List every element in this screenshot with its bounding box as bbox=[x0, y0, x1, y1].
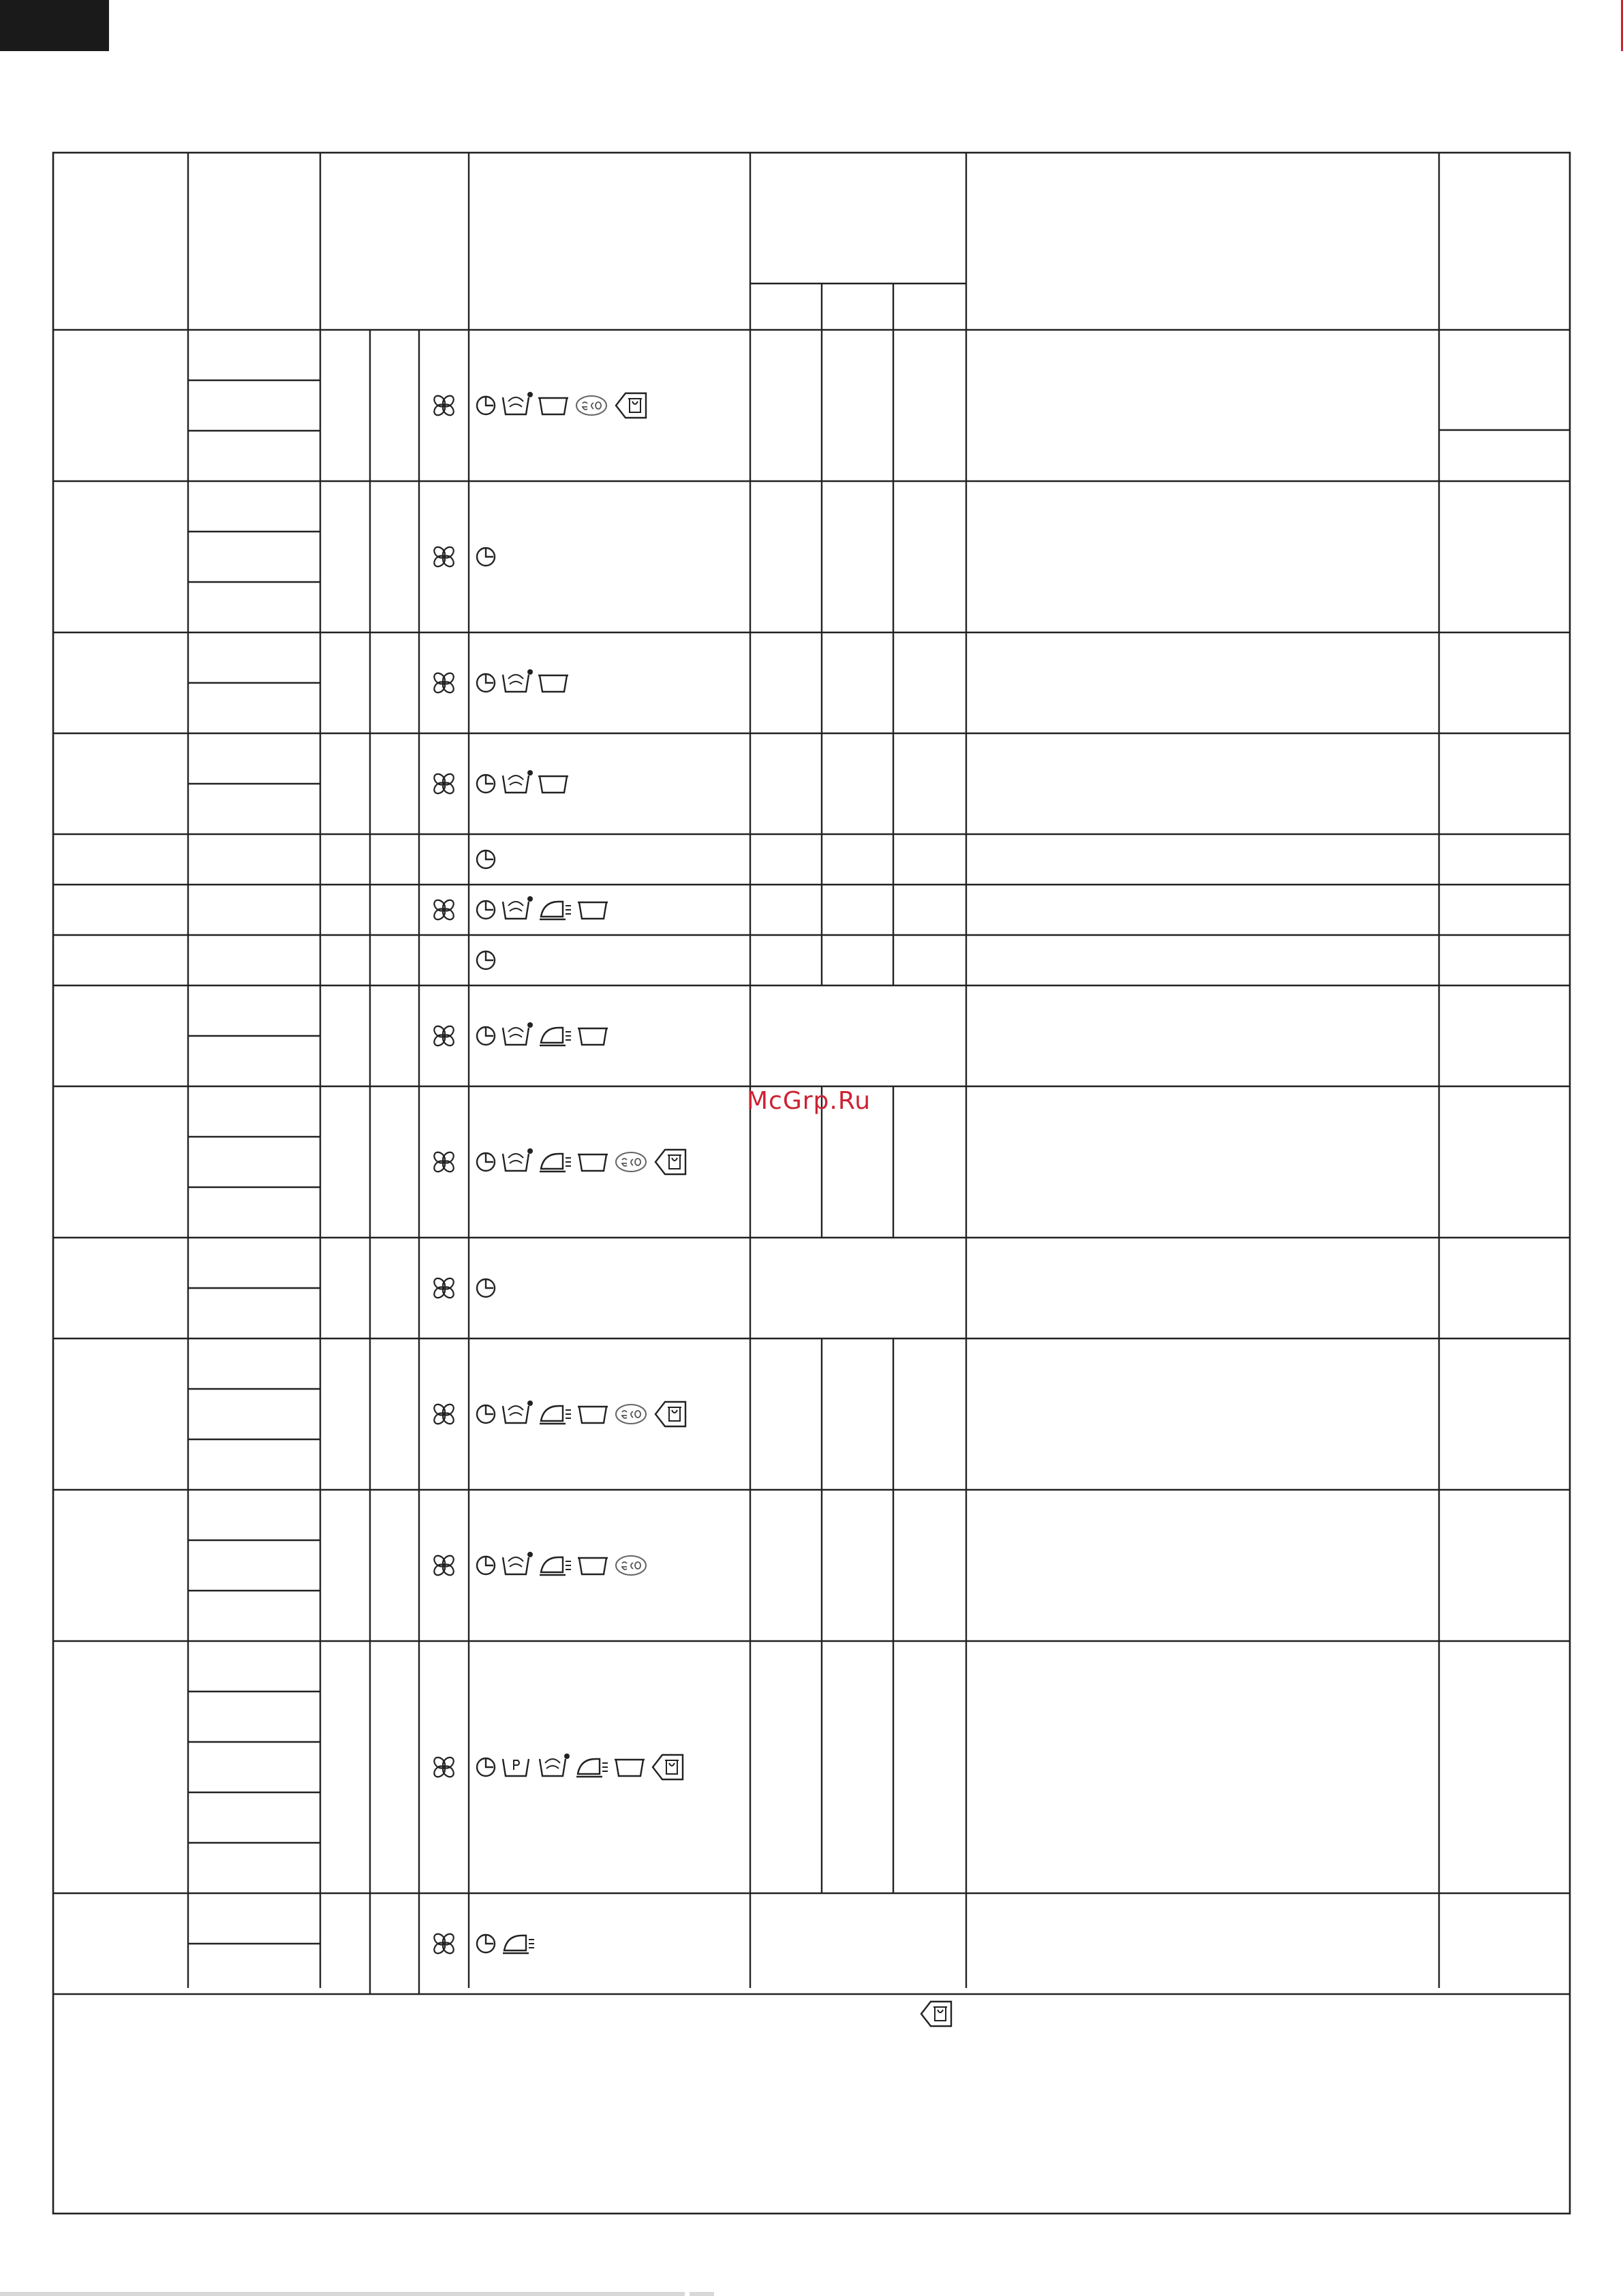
timer-icon bbox=[477, 901, 495, 919]
option-icons bbox=[477, 1552, 646, 1575]
eco-icon bbox=[616, 1405, 646, 1424]
spin-icon bbox=[432, 1403, 456, 1426]
timer-icon bbox=[477, 1027, 495, 1045]
easy-iron-icon bbox=[540, 1557, 571, 1575]
intensive-icon bbox=[538, 398, 568, 414]
intensive-icon bbox=[578, 902, 608, 919]
prewash-icon bbox=[503, 1400, 533, 1423]
table-border bbox=[53, 153, 1570, 2214]
footer-rule-short bbox=[690, 2292, 714, 2296]
option-icons bbox=[477, 669, 568, 692]
option-icons bbox=[477, 951, 495, 969]
prewash-icon bbox=[503, 1552, 533, 1574]
prewash-icon bbox=[503, 1148, 533, 1171]
stain-icon bbox=[921, 2002, 951, 2026]
option-icons bbox=[477, 851, 495, 868]
option-icons bbox=[477, 1279, 495, 1297]
intensive-icon bbox=[578, 1558, 608, 1574]
timer-icon bbox=[477, 1758, 495, 1776]
stain-icon bbox=[653, 1755, 683, 1779]
easy-iron-icon bbox=[503, 1935, 534, 1953]
option-icons bbox=[477, 1935, 534, 1953]
spin-icon bbox=[432, 1150, 456, 1174]
easy-iron-icon bbox=[540, 902, 571, 919]
intensive-icon bbox=[578, 1407, 608, 1423]
prewash-icon bbox=[503, 1022, 533, 1045]
timer-icon bbox=[477, 1557, 495, 1574]
prewash-icon bbox=[503, 669, 533, 692]
timer-icon bbox=[477, 674, 495, 692]
spin-icon bbox=[432, 671, 456, 695]
easy-iron-icon bbox=[540, 1154, 571, 1172]
intensive-icon bbox=[578, 1028, 608, 1045]
option-icons bbox=[477, 1148, 685, 1174]
timer-icon bbox=[477, 775, 495, 793]
option-icons bbox=[477, 1754, 683, 1779]
stain-icon bbox=[655, 1150, 685, 1174]
prewash-icon bbox=[503, 896, 533, 919]
intensive-icon bbox=[578, 1154, 608, 1171]
easy-iron-icon bbox=[540, 1028, 571, 1045]
timer-icon bbox=[477, 1153, 495, 1171]
prewash-icon bbox=[503, 392, 533, 414]
option-icons bbox=[477, 548, 495, 566]
spin-icon bbox=[432, 1932, 456, 1956]
footer-rule bbox=[0, 2292, 685, 2296]
spin-icon bbox=[432, 545, 456, 569]
eco-icon bbox=[616, 1152, 646, 1172]
prewash-icon bbox=[540, 1754, 570, 1776]
stain-icon bbox=[616, 393, 646, 418]
intensive-icon bbox=[538, 675, 568, 692]
timer-icon bbox=[477, 1279, 495, 1297]
timer-icon bbox=[477, 397, 495, 414]
option-icons bbox=[477, 770, 568, 793]
option-icons bbox=[477, 392, 646, 418]
spin-icon bbox=[432, 772, 456, 796]
timer-icon bbox=[477, 1935, 495, 1953]
spin-icon bbox=[432, 1276, 456, 1300]
timer-icon bbox=[477, 851, 495, 868]
prewash-icon bbox=[503, 770, 533, 793]
eco-icon bbox=[576, 396, 606, 415]
option-icons bbox=[477, 1400, 685, 1426]
spin-icon bbox=[432, 1554, 456, 1578]
easy-iron-icon bbox=[576, 1759, 608, 1777]
spin-icon bbox=[432, 1024, 456, 1048]
option-icons bbox=[477, 896, 608, 919]
intensive-icon bbox=[538, 776, 568, 793]
timer-icon bbox=[477, 951, 495, 969]
intensive-icon bbox=[615, 1760, 645, 1776]
p-prewash-icon bbox=[503, 1759, 529, 1776]
spin-icon bbox=[432, 1756, 456, 1779]
spin-icon bbox=[432, 898, 456, 922]
timer-icon bbox=[477, 548, 495, 566]
easy-iron-icon bbox=[540, 1406, 571, 1424]
option-icons bbox=[477, 1022, 608, 1045]
spin-icon bbox=[432, 394, 456, 418]
stain-icon bbox=[655, 1402, 685, 1426]
timer-icon bbox=[477, 1405, 495, 1423]
watermark: McGrp.Ru bbox=[747, 1087, 871, 1115]
eco-icon bbox=[616, 1556, 646, 1575]
